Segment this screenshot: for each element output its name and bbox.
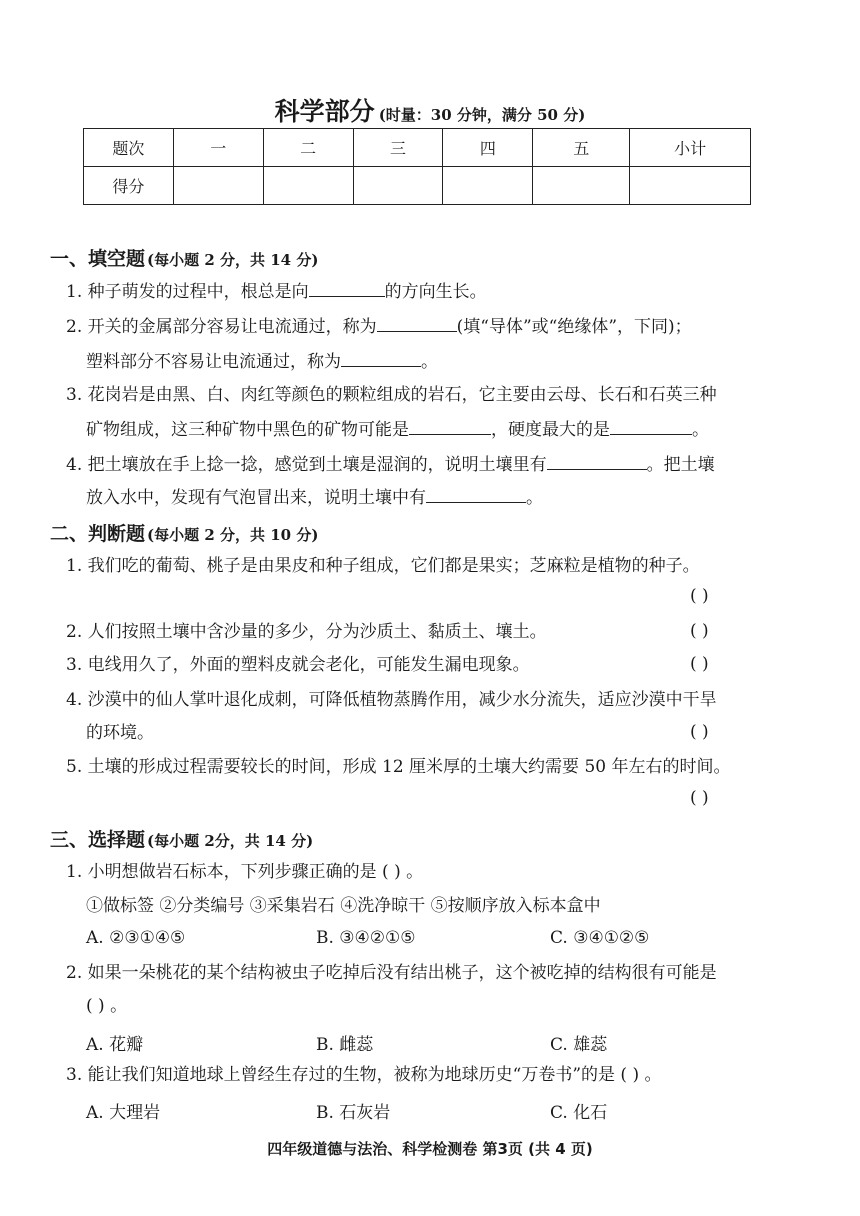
judge-question-3	[66, 654, 530, 676]
choice-question-2	[66, 962, 717, 984]
question-text: 2. 开关的金属部分容易让电流通过，称为	[66, 317, 377, 337]
fill-question-2-line1	[66, 314, 692, 338]
option-b[interactable]: B. 雌蕊	[316, 1035, 374, 1055]
fill-question-2-line2	[86, 349, 438, 373]
score-header-cell: 一	[173, 129, 263, 167]
score-cell[interactable]	[533, 167, 630, 205]
section-note: (每小题 2 分，共 14 分)	[147, 251, 319, 269]
score-table-score-row	[84, 167, 751, 205]
answer-parentheses[interactable]: ( )	[690, 654, 709, 674]
question-text: 4. 把土壤放在手上捻一捻，感觉到土壤是湿润的，说明土壤里有	[66, 455, 547, 475]
answer-blank[interactable]	[426, 485, 526, 503]
choice-question-1-steps	[86, 895, 601, 917]
answer-parentheses[interactable]: ( )	[690, 586, 709, 606]
question-text: ①做标签 ②分类编号 ③采集岩石 ④洗净晾干 ⑤按顺序放入标本盒中	[86, 896, 601, 916]
score-table-header-row	[84, 129, 751, 167]
question-text: 1. 我们吃的葡萄、桃子是由果皮和种子组成，它们都是果实；芝麻粒是植物的种子。	[66, 556, 700, 576]
question-text: 3. 花岗岩是由黑、白、肉红等颜色的颗粒组成的岩石，它主要由云母、长石和石英三种	[66, 385, 717, 405]
question-text: 。	[526, 488, 543, 508]
question-text: 放入水中，发现有气泡冒出来，说明土壤中有	[86, 488, 426, 508]
option-c[interactable]: C. ③④①②⑤	[550, 928, 650, 948]
question-text: 1. 种子萌发的过程中，根总是向	[66, 282, 309, 302]
score-header-cell: 四	[443, 129, 533, 167]
option-a[interactable]: A. 大理岩	[86, 1103, 161, 1123]
answer-parentheses[interactable]: ( )	[690, 788, 709, 808]
judge-question-4-line2	[86, 722, 154, 744]
fill-question-4-line1	[66, 452, 715, 476]
fill-question-3-line1	[66, 384, 717, 406]
section-title: 三、选择题	[50, 829, 146, 851]
answer-parentheses[interactable]: ( )	[690, 722, 709, 742]
question-text: 。	[421, 352, 438, 372]
answer-blank[interactable]	[341, 349, 421, 367]
title-main: 科学部分	[274, 97, 375, 126]
page-title	[0, 92, 860, 128]
question-text: ，硬度最大的是	[491, 420, 610, 440]
option-c[interactable]: C. 雄蕊	[550, 1035, 608, 1055]
score-header-cell: 题次	[84, 129, 174, 167]
judge-question-2	[66, 621, 547, 643]
question-text: 2. 如果一朵桃花的某个结构被虫子吃掉后没有结出桃子，这个被吃掉的结构很有可能是	[66, 963, 717, 983]
section-fill-blank-heading	[50, 244, 318, 271]
choice-question-1	[66, 861, 423, 883]
page-footer: 四年级道德与法治、科学检测卷 第3页 (共 4 页)	[267, 1140, 593, 1158]
score-header-cell: 三	[353, 129, 443, 167]
score-cell[interactable]	[263, 167, 353, 205]
answer-blank[interactable]	[547, 452, 647, 470]
score-table	[83, 128, 751, 205]
question-text: 5. 土壤的形成过程需要较长的时间，形成 12 厘米厚的土壤大约需要 50 年左右的时间。	[66, 757, 731, 777]
fill-question-3-line2	[86, 417, 709, 441]
question-text: 的环境。	[86, 723, 154, 743]
question-text: 3. 电线用久了，外面的塑料皮就会老化，可能发生漏电现象。	[66, 655, 530, 675]
fill-question-4-line2	[86, 485, 543, 509]
answer-blank[interactable]	[309, 279, 385, 297]
question-text: 塑料部分不容易让电流通过，称为	[86, 352, 341, 372]
answer-parentheses[interactable]: ( ) 。	[86, 996, 128, 1016]
title-sub: (时量：30 分钟，满分 50 分)	[378, 106, 586, 124]
answer-blank[interactable]	[377, 314, 457, 332]
option-c[interactable]: C. 化石	[550, 1103, 608, 1123]
section-note: (每小题 2 分，共 10 分)	[147, 526, 319, 544]
question-text: 1. 小明想做岩石标本，下列步骤正确的是 ( ) 。	[66, 862, 424, 882]
section-title: 二、判断题	[50, 523, 146, 545]
question-text: (填“导体”或“绝缘体”，下同)；	[456, 317, 692, 337]
answer-blank[interactable]	[409, 417, 491, 435]
score-cell[interactable]	[353, 167, 443, 205]
score-cell[interactable]	[443, 167, 533, 205]
question-text: 3. 能让我们知道地球上曾经生存过的生物，被称为地球历史“万卷书”的是 ( ) 。	[66, 1065, 662, 1085]
score-header-cell: 小计	[630, 129, 751, 167]
section-title: 一、填空题	[50, 248, 146, 270]
question-text: 。把土壤	[646, 455, 715, 475]
section-true-false-heading	[50, 519, 318, 546]
fill-question-1	[66, 279, 487, 303]
score-header-cell: 二	[263, 129, 353, 167]
score-header-cell: 五	[533, 129, 630, 167]
score-cell[interactable]	[173, 167, 263, 205]
score-cell[interactable]	[630, 167, 751, 205]
option-b[interactable]: B. ③④②①⑤	[316, 928, 416, 948]
choice-question-3	[66, 1064, 661, 1086]
question-text: 4. 沙漠中的仙人掌叶退化成刺，可降低植物蒸腾作用，减少水分流失，适应沙漠中干旱	[66, 690, 717, 710]
judge-question-1	[66, 555, 700, 577]
answer-blank[interactable]	[610, 417, 692, 435]
score-row-label: 得分	[84, 167, 174, 205]
question-text: 的方向生长。	[384, 282, 487, 302]
option-a[interactable]: A. 花瓣	[86, 1035, 144, 1055]
question-text: 。	[692, 420, 709, 440]
answer-parentheses[interactable]: ( )	[690, 621, 709, 641]
section-note: (每小题 2分，共 14 分)	[147, 832, 314, 850]
option-a[interactable]: A. ②③①④⑤	[86, 928, 186, 948]
choice-question-2-paren	[86, 995, 127, 1017]
judge-question-5	[66, 756, 731, 778]
question-text: 2. 人们按照土壤中含沙量的多少，分为沙质土、黏质土、壤土。	[66, 622, 547, 642]
question-text: 矿物组成，这三种矿物中黑色的矿物可能是	[86, 420, 409, 440]
option-b[interactable]: B. 石灰岩	[316, 1103, 391, 1123]
section-choice-heading	[50, 825, 313, 852]
judge-question-4-line1	[66, 689, 717, 711]
